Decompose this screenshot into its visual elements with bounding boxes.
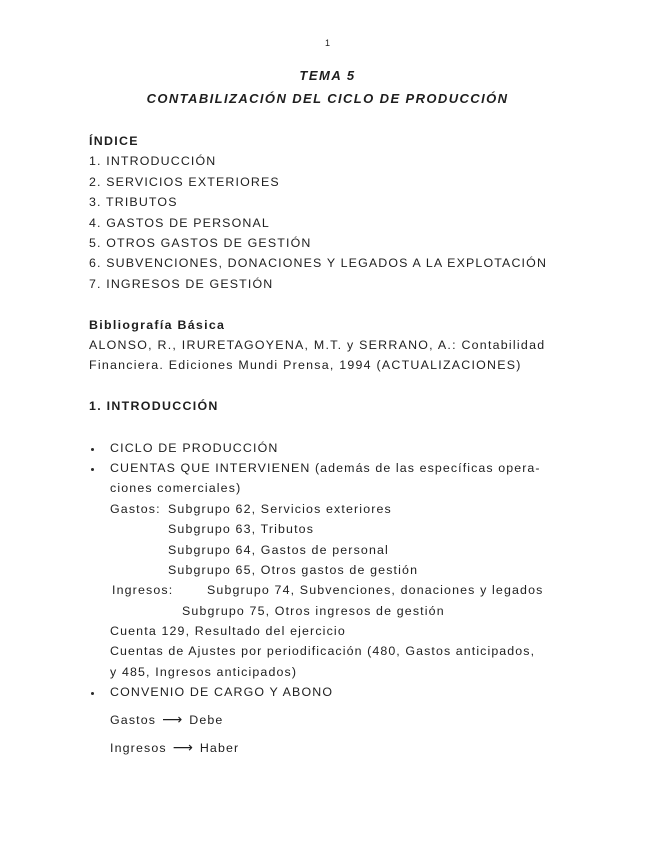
- bibliografia-line: Financiera. Ediciones Mundi Prensa, 1994 (ACTUALIZACIONES): [89, 358, 522, 372]
- bullet-dot: [91, 692, 94, 695]
- gastos-subgrupo: Subgrupo 63, Tributos: [168, 522, 315, 536]
- indice-item: 5. OTROS GASTOS DE GESTIÓN: [89, 236, 312, 250]
- cuentas-ajustes: Cuentas de Ajustes por periodificación (480, Gastos anticipados,: [110, 644, 536, 658]
- indice-heading: ÍNDICE: [89, 134, 139, 148]
- gastos-label: Gastos:: [110, 502, 161, 516]
- bibliografia-heading: Bibliografía Básica: [89, 318, 226, 332]
- gastos-subgrupo: Subgrupo 62, Servicios exteriores: [168, 502, 392, 516]
- ingresos-subgrupo: Subgrupo 75, Otros ingresos de gestión: [182, 604, 445, 618]
- indice-item: 1. INTRODUCCIÓN: [89, 154, 217, 168]
- bullet-convenio: CONVENIO DE CARGO Y ABONO: [110, 685, 334, 699]
- bibliografia-line: ALONSO, R., IRURETAGOYENA, M.T. y SERRANO, A.: Contabilidad: [89, 338, 546, 352]
- ingresos-subgrupo: Subgrupo 74, Subvenciones, donaciones y legados: [207, 583, 544, 597]
- bullet-dot: [91, 448, 94, 451]
- document-title: CONTABILIZACIÓN DEL CICLO DE PRODUCCIÓN: [146, 91, 509, 106]
- section-heading-introduccion: 1. INTRODUCCIÓN: [89, 399, 219, 413]
- gastos-subgrupo: Subgrupo 64, Gastos de personal: [168, 543, 389, 557]
- bullet-cuentas-intervienen-cont: ciones comerciales): [110, 481, 242, 495]
- bullet-dot: [91, 468, 94, 471]
- page-number: 1: [324, 38, 330, 48]
- convenio-ingresos-row: [110, 739, 239, 756]
- ingresos-label: Ingresos:: [112, 583, 174, 597]
- gastos-subgrupo: Subgrupo 65, Otros gastos de gestión: [168, 563, 419, 577]
- convenio-haber: Haber: [199, 741, 240, 755]
- bullet-ciclo-produccion: CICLO DE PRODUCCIÓN: [110, 441, 279, 455]
- tema-heading: TEMA 5: [299, 68, 356, 83]
- right-arrow-icon: ⟶: [162, 711, 183, 727]
- indice-item: 6. SUBVENCIONES, DONACIONES Y LEGADOS A LA EXPLOTACIÓN: [89, 256, 548, 270]
- convenio-debe: Debe: [189, 713, 224, 727]
- indice-item: 3. TRIBUTOS: [89, 195, 178, 209]
- convenio-gastos: Gastos: [110, 713, 157, 727]
- bullet-cuentas-intervienen: CUENTAS QUE INTERVIENEN (además de las específicas opera-: [110, 461, 541, 475]
- convenio-ingresos: Ingresos: [110, 741, 167, 755]
- indice-item: 7. INGRESOS DE GESTIÓN: [89, 277, 274, 291]
- indice-item: 2. SERVICIOS EXTERIORES: [89, 175, 280, 189]
- cuentas-ajustes-cont: y 485, Ingresos anticipados): [110, 665, 298, 679]
- convenio-gastos-row: [110, 711, 223, 728]
- cuenta-129: Cuenta 129, Resultado del ejercicio: [110, 624, 346, 638]
- indice-item: 4. GASTOS DE PERSONAL: [89, 216, 270, 230]
- right-arrow-icon: ⟶: [172, 739, 193, 755]
